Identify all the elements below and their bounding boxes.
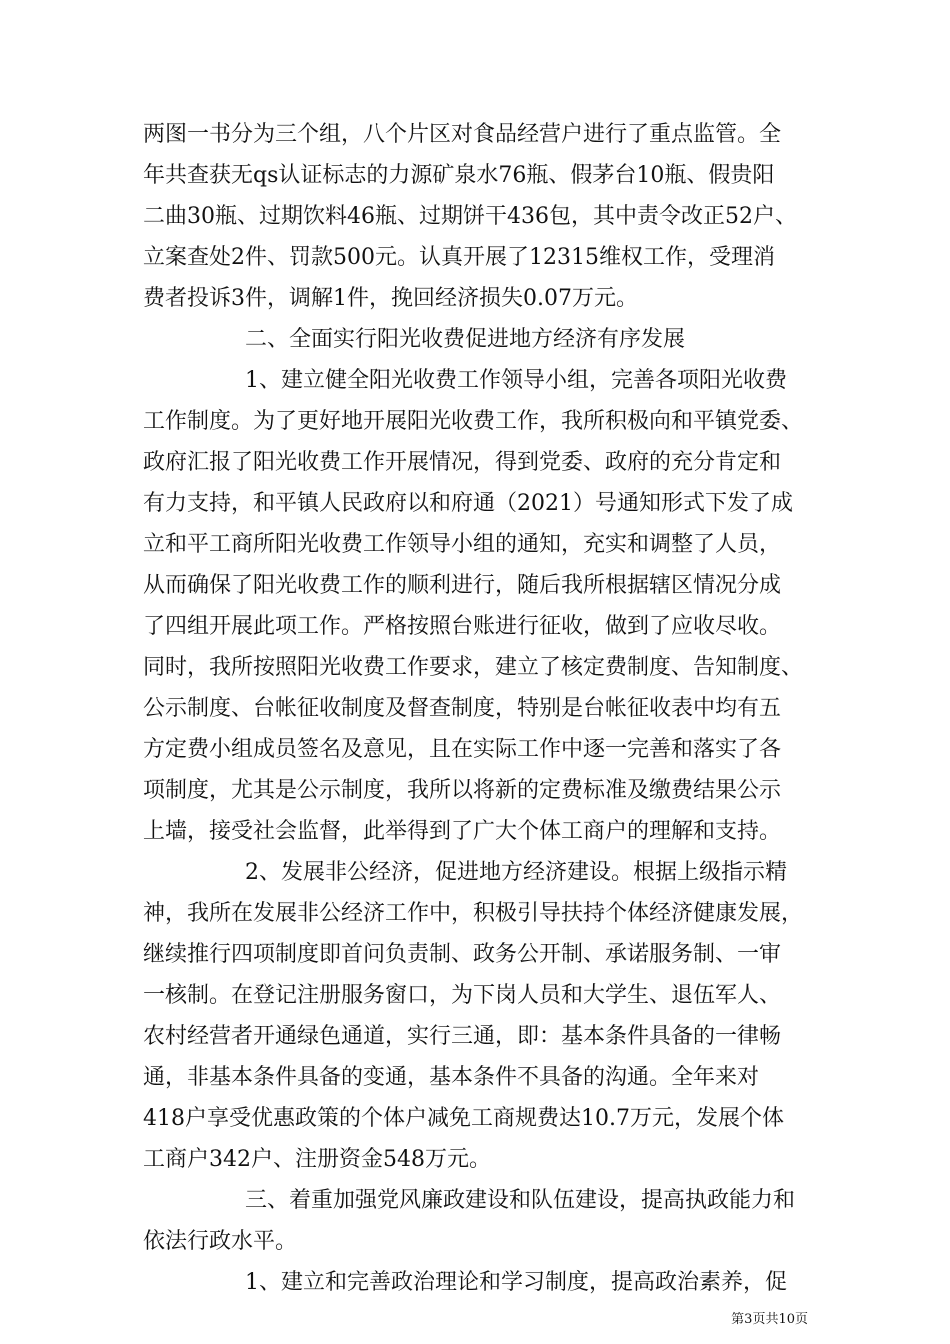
page-number: 第3页共10页 [731,1312,808,1327]
section-heading: 依法行政水平。 [143,1229,298,1254]
body-line: 方定费小组成员签名及意见，且在实际工作中逐一完善和落实了各 [143,737,782,762]
body-line: 神，我所在发展非公经济工作中，积极引导扶持个体经济健康发展， [143,901,804,926]
body-line: 两图一书分为三个组，八个片区对食品经营户进行了重点监管。全 [143,122,782,147]
body-line: 1、建立和完善政治理论和学习制度，提高政治素养，促 [245,1270,787,1295]
body-line: 立案查处2件、罚款500元。认真开展了12315维权工作，受理消 [143,245,775,270]
body-line: 了四组开展此项工作。严格按照台账进行征收，做到了应收尽收。 [143,614,782,639]
body-line: 公示制度、台帐征收制度及督查制度，特别是台帐征收表中均有五 [143,696,782,721]
body-line: 工作制度。为了更好地开展阳光收费工作，我所积极向和平镇党委、 [143,409,804,434]
body-line: 418户享受优惠政策的个体户减免工商规费达10.7万元，发展个体 [143,1106,784,1131]
body-line: 从而确保了阳光收费工作的顺利进行，随后我所根据辖区情况分成 [143,573,782,598]
body-line: 同时，我所按照阳光收费工作要求，建立了核定费制度、告知制度、 [143,655,804,680]
body-line: 有力支持，和平镇人民政府以和府通（2021）号通知形式下发了成 [143,491,793,516]
body-line: 立和平工商所阳光收费工作领导小组的通知，充实和调整了人员， [143,532,782,557]
body-line: 工商户342户、注册资金548万元。 [143,1147,491,1172]
section-heading: 三、着重加强党风廉政建设和队伍建设，提高执政能力和 [245,1188,796,1213]
body-line: 通，非基本条件具备的变通，基本条件不具备的沟通。全年来对 [143,1065,760,1090]
body-line: 年共查获无qs认证标志的力源矿泉水76瓶、假茅台10瓶、假贵阳 [143,163,775,188]
body-line: 1、建立健全阳光收费工作领导小组，完善各项阳光收费 [245,368,787,393]
body-line: 费者投诉3件，调解1件，挽回经济损失0.07万元。 [143,286,638,311]
body-line: 项制度，尤其是公示制度，我所以将新的定费标准及缴费结果公示 [143,778,782,803]
body-line: 继续推行四项制度即首问负责制、政务公开制、承诺服务制、一审 [143,942,782,967]
body-line: 上墙，接受社会监督，此举得到了广大个体工商户的理解和支持。 [143,819,782,844]
body-line: 农村经营者开通绿色通道，实行三通，即：基本条件具备的一律畅 [143,1024,782,1049]
body-line: 政府汇报了阳光收费工作开展情况，得到党委、政府的充分肯定和 [143,450,782,475]
section-heading: 二、全面实行阳光收费促进地方经济有序发展 [245,327,686,352]
body-line: 2、发展非公经济，促进地方经济建设。根据上级指示精 [245,860,787,885]
body-line: 二曲30瓶、过期饮料46瓶、过期饼干436包，其中责令改正52户、 [143,204,797,229]
body-line: 一核制。在登记注册服务窗口，为下岗人员和大学生、退伍军人、 [143,983,782,1008]
